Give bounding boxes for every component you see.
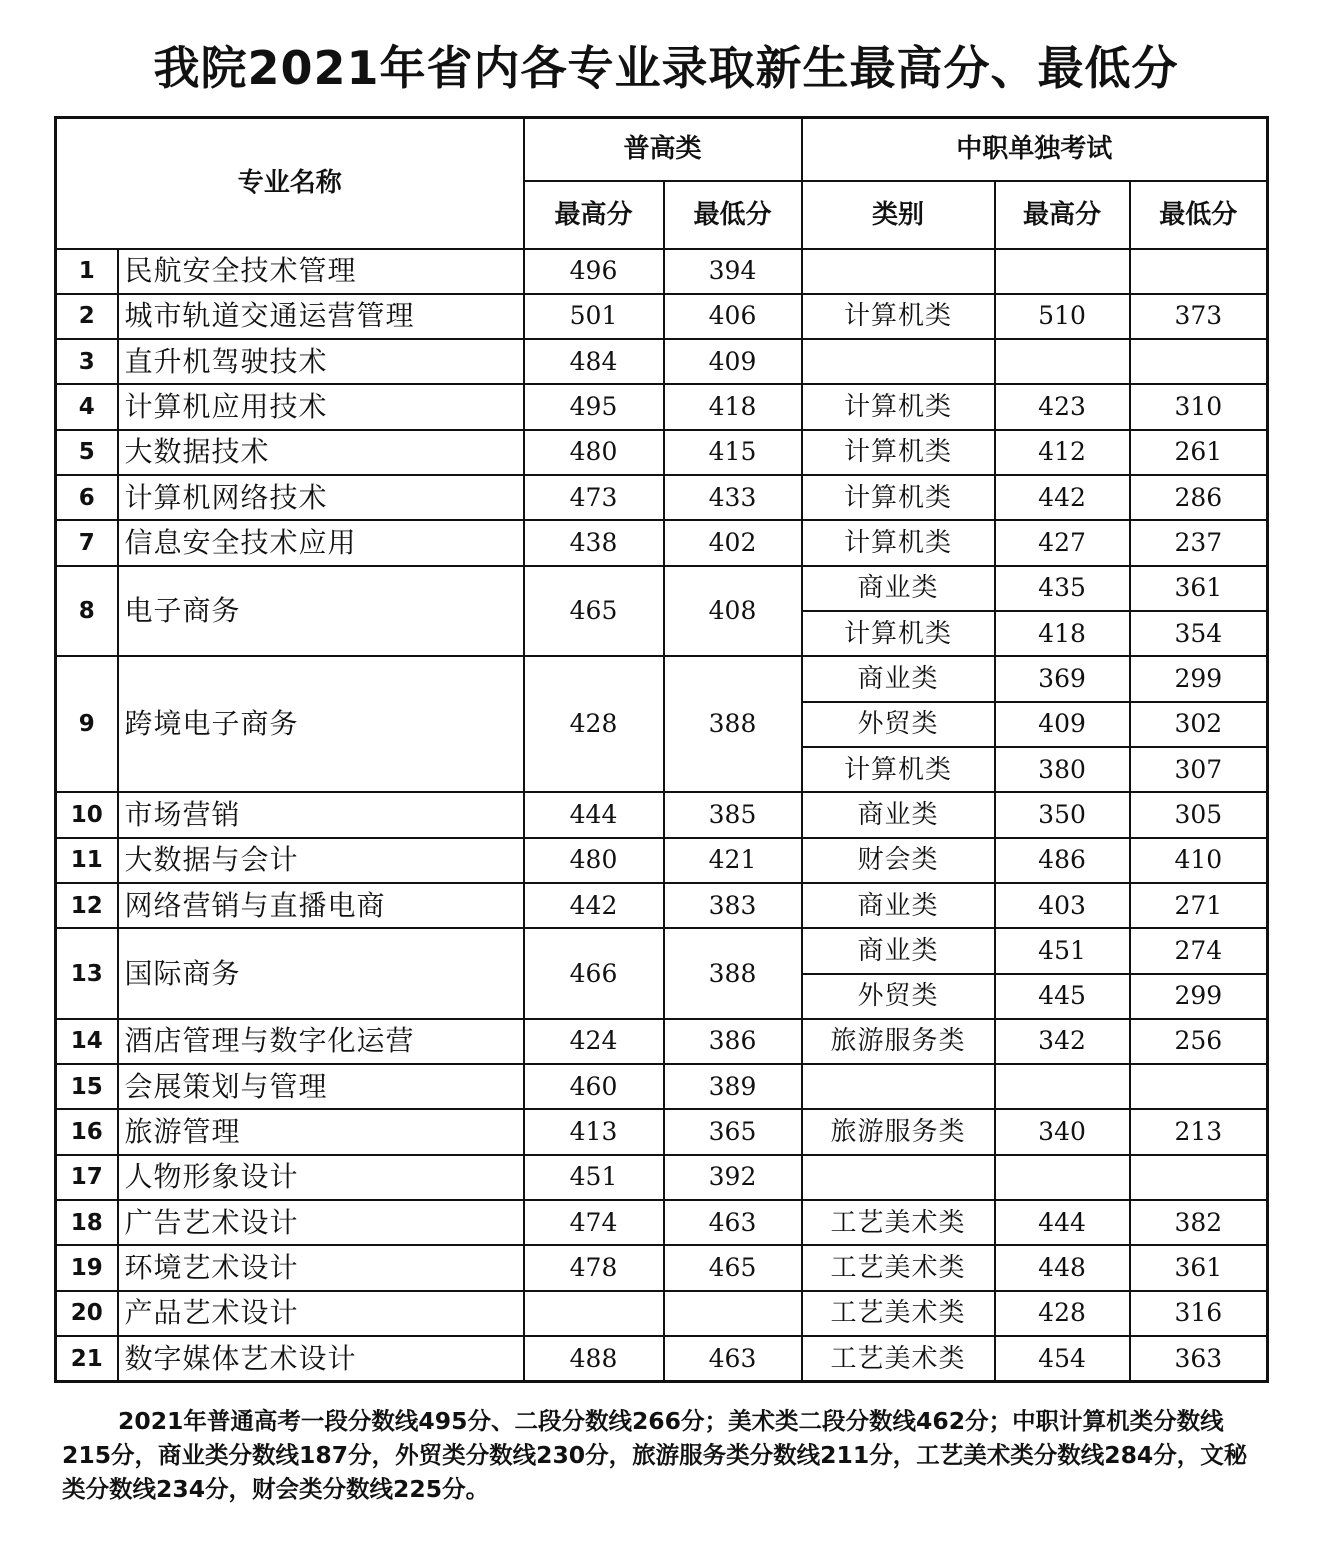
score-table xyxy=(54,116,1269,1383)
general-max-score xyxy=(524,1291,664,1336)
general-min-score: 433 xyxy=(664,475,802,520)
row-number: 8 xyxy=(56,566,118,657)
table-row xyxy=(56,838,1268,883)
major-name: 人物形象设计 xyxy=(118,1155,524,1200)
vocational-max-score xyxy=(995,1155,1130,1200)
row-number: 17 xyxy=(56,1155,118,1200)
general-min-score: 418 xyxy=(664,384,802,429)
table-row xyxy=(56,430,1268,475)
vocational-min-score: 361 xyxy=(1130,566,1268,611)
row-number: 12 xyxy=(56,883,118,928)
table-row xyxy=(56,1155,1268,1200)
vocational-max-score: 510 xyxy=(995,294,1130,339)
vocational-min-score xyxy=(1130,1064,1268,1109)
row-number: 1 xyxy=(56,249,118,294)
table-row xyxy=(56,656,1268,701)
vocational-max-score: 340 xyxy=(995,1109,1130,1154)
major-name: 环境艺术设计 xyxy=(118,1245,524,1290)
table-row xyxy=(56,294,1268,339)
general-max-score: 424 xyxy=(524,1019,664,1064)
general-max-score: 466 xyxy=(524,928,664,1019)
general-max-score: 451 xyxy=(524,1155,664,1200)
table-row xyxy=(56,1109,1268,1154)
vocational-max-score: 369 xyxy=(995,656,1130,701)
vocational-min-score: 286 xyxy=(1130,475,1268,520)
vocational-category: 工艺美术类 xyxy=(802,1291,995,1336)
vocational-min-score xyxy=(1130,1155,1268,1200)
general-min-score: 415 xyxy=(664,430,802,475)
table-row xyxy=(56,1200,1268,1245)
vocational-max-score: 418 xyxy=(995,611,1130,656)
general-min-score: 465 xyxy=(664,1245,802,1290)
vocational-min-score: 271 xyxy=(1130,883,1268,928)
general-min-score: 386 xyxy=(664,1019,802,1064)
row-number: 19 xyxy=(56,1245,118,1290)
table-row xyxy=(56,1245,1268,1290)
vocational-min-score: 299 xyxy=(1130,656,1268,701)
row-number: 4 xyxy=(56,384,118,429)
table-row xyxy=(56,475,1268,520)
row-number: 2 xyxy=(56,294,118,339)
major-name: 会展策划与管理 xyxy=(118,1064,524,1109)
major-name: 网络营销与直播电商 xyxy=(118,883,524,928)
vocational-max-score xyxy=(995,249,1130,294)
vocational-category: 商业类 xyxy=(802,656,995,701)
vocational-max-score: 448 xyxy=(995,1245,1130,1290)
vocational-category: 旅游服务类 xyxy=(802,1019,995,1064)
vocational-max-score: 380 xyxy=(995,747,1130,792)
row-number: 9 xyxy=(56,656,118,792)
table-row xyxy=(56,384,1268,429)
general-max-score: 480 xyxy=(524,838,664,883)
general-min-score: 388 xyxy=(664,928,802,1019)
vocational-category: 计算机类 xyxy=(802,430,995,475)
vocational-max-score xyxy=(995,1064,1130,1109)
row-number: 7 xyxy=(56,520,118,565)
general-max-score: 484 xyxy=(524,339,664,384)
major-name: 信息安全技术应用 xyxy=(118,520,524,565)
table-row xyxy=(56,1019,1268,1064)
general-min-score: 365 xyxy=(664,1109,802,1154)
vocational-category: 商业类 xyxy=(802,928,995,973)
vocational-min-score: 261 xyxy=(1130,430,1268,475)
vocational-category: 外贸类 xyxy=(802,702,995,747)
vocational-max-score: 435 xyxy=(995,566,1130,611)
general-min-score xyxy=(664,1291,802,1336)
table-row xyxy=(56,1336,1268,1382)
header-vocational-min: 最低分 xyxy=(1130,181,1268,249)
vocational-category: 外贸类 xyxy=(802,974,995,1019)
table-row xyxy=(56,520,1268,565)
vocational-category: 工艺美术类 xyxy=(802,1200,995,1245)
vocational-min-score: 310 xyxy=(1130,384,1268,429)
general-min-score: 389 xyxy=(664,1064,802,1109)
vocational-max-score: 427 xyxy=(995,520,1130,565)
major-name: 大数据技术 xyxy=(118,430,524,475)
table-row xyxy=(56,1291,1268,1336)
general-min-score: 421 xyxy=(664,838,802,883)
general-max-score: 428 xyxy=(524,656,664,792)
major-name: 数字媒体艺术设计 xyxy=(118,1336,524,1382)
vocational-max-score: 442 xyxy=(995,475,1130,520)
general-max-score: 460 xyxy=(524,1064,664,1109)
vocational-min-score: 382 xyxy=(1130,1200,1268,1245)
table-row xyxy=(56,249,1268,294)
vocational-min-score xyxy=(1130,249,1268,294)
row-number: 15 xyxy=(56,1064,118,1109)
general-max-score: 480 xyxy=(524,430,664,475)
vocational-max-score: 428 xyxy=(995,1291,1130,1336)
general-max-score: 496 xyxy=(524,249,664,294)
vocational-category: 计算机类 xyxy=(802,384,995,429)
vocational-category xyxy=(802,1064,995,1109)
general-min-score: 392 xyxy=(664,1155,802,1200)
general-max-score: 501 xyxy=(524,294,664,339)
major-name: 酒店管理与数字化运营 xyxy=(118,1019,524,1064)
general-max-score: 478 xyxy=(524,1245,664,1290)
general-max-score: 473 xyxy=(524,475,664,520)
vocational-max-score: 486 xyxy=(995,838,1130,883)
vocational-max-score: 451 xyxy=(995,928,1130,973)
row-number: 14 xyxy=(56,1019,118,1064)
major-name: 旅游管理 xyxy=(118,1109,524,1154)
vocational-min-score: 316 xyxy=(1130,1291,1268,1336)
general-min-score: 463 xyxy=(664,1336,802,1382)
vocational-min-score: 373 xyxy=(1130,294,1268,339)
major-name: 计算机应用技术 xyxy=(118,384,524,429)
general-max-score: 444 xyxy=(524,792,664,837)
general-min-score: 463 xyxy=(664,1200,802,1245)
vocational-min-score: 213 xyxy=(1130,1109,1268,1154)
general-min-score: 409 xyxy=(664,339,802,384)
general-min-score: 406 xyxy=(664,294,802,339)
vocational-category xyxy=(802,1155,995,1200)
vocational-category xyxy=(802,339,995,384)
vocational-category: 商业类 xyxy=(802,883,995,928)
vocational-min-score: 307 xyxy=(1130,747,1268,792)
footnote: 2021年普通高考一段分数线495分、二段分数线266分；美术类二段分数线462分；中职计算机类分数线215分，商业类分数线187分，外贸类分数线230分，旅游服务类分数线211分，工艺美术类分数线284分，文秘类分数线234分，财会类分数线225分。 xyxy=(62,1407,1248,1503)
vocational-max-score: 423 xyxy=(995,384,1130,429)
header-row-top xyxy=(56,118,1268,181)
vocational-max-score: 412 xyxy=(995,430,1130,475)
vocational-max-score: 403 xyxy=(995,883,1130,928)
general-min-score: 402 xyxy=(664,520,802,565)
vocational-category: 财会类 xyxy=(802,838,995,883)
row-number: 18 xyxy=(56,1200,118,1245)
major-name: 国际商务 xyxy=(118,928,524,1019)
general-min-score: 388 xyxy=(664,656,802,792)
major-name: 电子商务 xyxy=(118,566,524,657)
vocational-category: 计算机类 xyxy=(802,475,995,520)
row-number: 11 xyxy=(56,838,118,883)
table-row xyxy=(56,928,1268,973)
general-min-score: 383 xyxy=(664,883,802,928)
vocational-min-score: 305 xyxy=(1130,792,1268,837)
vocational-min-score: 363 xyxy=(1130,1336,1268,1382)
general-min-score: 408 xyxy=(664,566,802,657)
vocational-category: 计算机类 xyxy=(802,747,995,792)
vocational-min-score: 274 xyxy=(1130,928,1268,973)
row-number: 21 xyxy=(56,1336,118,1382)
header-general-group: 普高类 xyxy=(524,118,802,181)
general-max-score: 465 xyxy=(524,566,664,657)
header-general-min: 最低分 xyxy=(664,181,802,249)
vocational-min-score: 299 xyxy=(1130,974,1268,1019)
table-row xyxy=(56,339,1268,384)
row-number: 5 xyxy=(56,430,118,475)
vocational-min-score xyxy=(1130,339,1268,384)
table-body xyxy=(56,249,1268,1382)
vocational-max-score: 454 xyxy=(995,1336,1130,1382)
vocational-category: 工艺美术类 xyxy=(802,1245,995,1290)
general-min-score: 394 xyxy=(664,249,802,294)
vocational-category: 计算机类 xyxy=(802,611,995,656)
vocational-max-score: 445 xyxy=(995,974,1130,1019)
vocational-min-score: 302 xyxy=(1130,702,1268,747)
vocational-min-score: 361 xyxy=(1130,1245,1268,1290)
general-max-score: 442 xyxy=(524,883,664,928)
vocational-max-score: 409 xyxy=(995,702,1130,747)
general-max-score: 488 xyxy=(524,1336,664,1382)
major-name: 大数据与会计 xyxy=(118,838,524,883)
header-vocational-group: 中职单独考试 xyxy=(802,118,1268,181)
row-number: 10 xyxy=(56,792,118,837)
table-row xyxy=(56,1064,1268,1109)
major-name: 市场营销 xyxy=(118,792,524,837)
vocational-category: 商业类 xyxy=(802,792,995,837)
general-max-score: 474 xyxy=(524,1200,664,1245)
general-max-score: 438 xyxy=(524,520,664,565)
vocational-max-score: 342 xyxy=(995,1019,1130,1064)
vocational-min-score: 410 xyxy=(1130,838,1268,883)
row-number: 3 xyxy=(56,339,118,384)
general-min-score: 385 xyxy=(664,792,802,837)
vocational-min-score: 256 xyxy=(1130,1019,1268,1064)
major-name: 计算机网络技术 xyxy=(118,475,524,520)
vocational-min-score: 237 xyxy=(1130,520,1268,565)
vocational-max-score: 350 xyxy=(995,792,1130,837)
page-title: 我院2021年省内各专业录取新生最高分、最低分 xyxy=(153,41,1179,95)
header-major-name: 专业名称 xyxy=(56,118,524,249)
major-name: 跨境电子商务 xyxy=(118,656,524,792)
vocational-category: 计算机类 xyxy=(802,520,995,565)
general-max-score: 495 xyxy=(524,384,664,429)
major-name: 广告艺术设计 xyxy=(118,1200,524,1245)
vocational-category: 旅游服务类 xyxy=(802,1109,995,1154)
row-number: 6 xyxy=(56,475,118,520)
table-row xyxy=(56,792,1268,837)
row-number: 16 xyxy=(56,1109,118,1154)
general-max-score: 413 xyxy=(524,1109,664,1154)
major-name: 产品艺术设计 xyxy=(118,1291,524,1336)
major-name: 城市轨道交通运营管理 xyxy=(118,294,524,339)
vocational-min-score: 354 xyxy=(1130,611,1268,656)
header-vocational-max: 最高分 xyxy=(995,181,1130,249)
vocational-max-score: 444 xyxy=(995,1200,1130,1245)
vocational-category: 商业类 xyxy=(802,566,995,611)
row-number: 20 xyxy=(56,1291,118,1336)
header-general-max: 最高分 xyxy=(524,181,664,249)
table-row xyxy=(56,566,1268,611)
vocational-category: 计算机类 xyxy=(802,294,995,339)
vocational-category xyxy=(802,249,995,294)
header-vocational-category: 类别 xyxy=(802,181,995,249)
major-name: 直升机驾驶技术 xyxy=(118,339,524,384)
vocational-category: 工艺美术类 xyxy=(802,1336,995,1382)
row-number: 13 xyxy=(56,928,118,1019)
vocational-max-score xyxy=(995,339,1130,384)
major-name: 民航安全技术管理 xyxy=(118,249,524,294)
table-row xyxy=(56,883,1268,928)
